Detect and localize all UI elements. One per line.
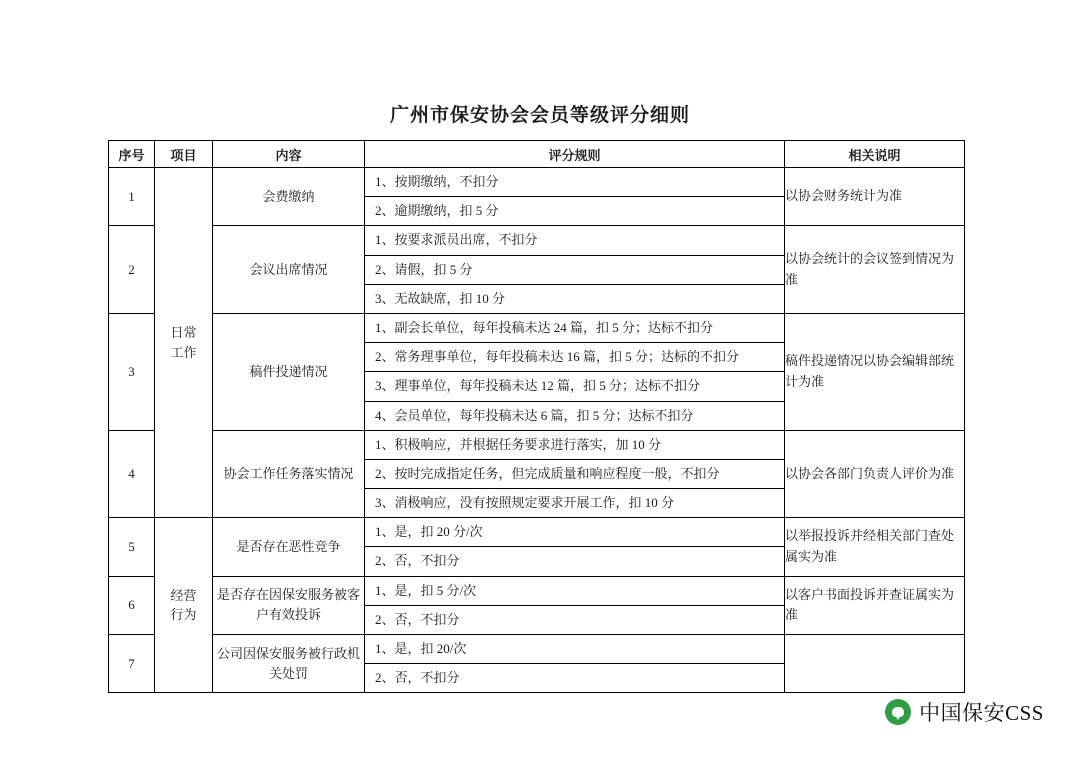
watermark [885, 697, 1044, 727]
rule-line: 2、请假，扣 5 分 [365, 256, 784, 285]
table-body [109, 168, 965, 693]
table-row [109, 430, 965, 518]
rule-line: 4、会员单位，每年投稿未达 6 篇，扣 5 分；达标不扣分 [375, 407, 694, 423]
cell-content: 会费缴纳 [213, 168, 365, 226]
rule-line: 2、常务理事单位，每年投稿未达 16 篇，扣 5 分；达标的不扣分 [365, 343, 784, 372]
rule-line: 3、无故缺席，扣 10 分 [375, 290, 506, 306]
cell-project: 经营 行为 [155, 518, 213, 693]
cell-remark: 以协会各部门负责人评价为准 [785, 430, 965, 518]
column-header-remark: 相关说明 [785, 141, 965, 168]
cell-content: 是否存在恶性竞争 [213, 518, 365, 576]
table-row [109, 635, 965, 693]
cell-content: 稿件投递情况 [213, 313, 365, 430]
rule-line: 2、按时完成指定任务，但完成质量和响应程度一般，不扣分 [365, 460, 784, 489]
rule-line: 2、否，不扣分 [375, 670, 460, 686]
rule-line: 3、理事单位，每年投稿未达 12 篇，扣 5 分；达标不扣分 [365, 372, 784, 401]
rule-line: 1、副会长单位，每年投稿未达 24 篇，扣 5 分；达标不扣分 [365, 314, 784, 343]
table-row [109, 313, 965, 430]
cell-rules [365, 430, 785, 518]
cell-remark: 以客户书面投诉并查证属实为准 [785, 576, 965, 634]
rule-line: 1、是，扣 5 分/次 [365, 577, 784, 606]
rule-line: 1、按要求派员出席，不扣分 [365, 226, 784, 255]
page-title: 广州市保安协会会员等级评分细则 [389, 105, 690, 126]
cell-no: 4 [109, 430, 155, 518]
cell-rules [365, 313, 785, 430]
column-header-project: 项目 [155, 141, 213, 168]
table-header-row [109, 141, 965, 168]
cell-content: 会议出席情况 [213, 226, 365, 314]
column-header-content: 内容 [213, 141, 365, 168]
table-row [109, 518, 965, 576]
cell-no: 6 [109, 576, 155, 634]
cell-no: 5 [109, 518, 155, 576]
watermark-label: 中国保安CSS [919, 701, 1044, 725]
rule-line: 2、否，不扣分 [375, 611, 460, 627]
cell-remark [785, 635, 965, 693]
rule-line: 1、按期缴纳，不扣分 [365, 168, 784, 197]
rule-line: 2、逾期缴纳，扣 5 分 [375, 203, 499, 219]
table-row [109, 168, 965, 226]
cell-remark: 以协会统计的会议签到情况为准 [785, 226, 965, 314]
cell-rules [365, 168, 785, 226]
cell-rules [365, 226, 785, 314]
table-row [109, 226, 965, 314]
cell-remark: 稿件投递情况以协会编辑部统计为准 [785, 313, 965, 430]
scoring-rules-table [108, 140, 965, 693]
cell-content: 协会工作任务落实情况 [213, 430, 365, 518]
cell-rules [365, 635, 785, 693]
cell-remark: 以举报投诉并经相关部门查处属实为准 [785, 518, 965, 576]
cell-no: 7 [109, 635, 155, 693]
table-row [109, 576, 965, 634]
rule-line: 1、是，扣 20/次 [365, 635, 784, 664]
cell-no: 2 [109, 226, 155, 314]
cell-content: 公司因保安服务被行政机关处罚 [213, 635, 365, 693]
wechat-logo-icon [885, 699, 911, 725]
rule-line: 1、是，扣 20 分/次 [365, 518, 784, 547]
cell-no: 3 [109, 313, 155, 430]
rule-line: 3、消极响应，没有按照规定要求开展工作，扣 10 分 [375, 495, 675, 511]
column-header-no: 序号 [109, 141, 155, 168]
column-header-rules: 评分规则 [365, 141, 785, 168]
rule-line: 1、积极响应，并根据任务要求进行落实，加 10 分 [365, 431, 784, 460]
rule-line: 2、否，不扣分 [375, 553, 460, 569]
cell-rules [365, 576, 785, 634]
cell-rules [365, 518, 785, 576]
cell-project: 日常 工作 [155, 168, 213, 518]
cell-remark: 以协会财务统计为准 [785, 168, 965, 226]
cell-no: 1 [109, 168, 155, 226]
cell-content: 是否存在因保安服务被客户有效投诉 [213, 576, 365, 634]
